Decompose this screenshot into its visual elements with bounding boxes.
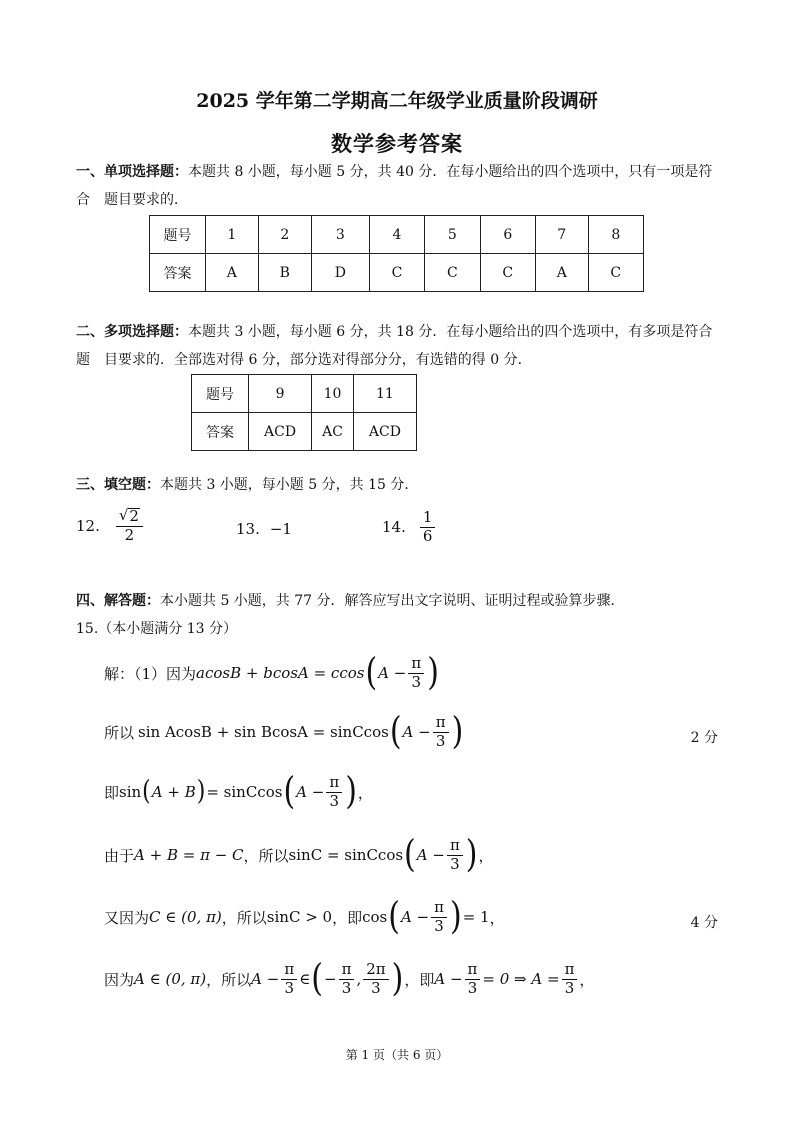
- table-cell: A: [535, 254, 588, 292]
- table-row: [192, 375, 417, 413]
- comma: ，: [478, 846, 494, 865]
- separator: ,: [356, 970, 362, 989]
- q14-numerator: 1: [420, 510, 436, 528]
- line5-mid1: ，所以: [221, 908, 267, 927]
- line3-a-plus-b: A + B: [151, 783, 196, 802]
- table-row: [150, 254, 644, 292]
- fraction-pi-over-3: $\frac{\pi}{3}$: [431, 900, 447, 935]
- solution-line-3: 即 sin ( A + B ) = sinCcos ( A − $\frac{\pi}{3}$ ) ，: [104, 769, 373, 814]
- table-cell: 8: [588, 216, 643, 254]
- table-cell: 7: [535, 216, 588, 254]
- line5-eq-one: = 1: [462, 908, 490, 927]
- table-header-answer: 答案: [192, 413, 249, 451]
- section3-text: 本题共 3 小题，每小题 5 分，共 15 分．: [160, 477, 419, 493]
- answer-q14: [382, 510, 437, 545]
- expr-a-minus: A −: [402, 723, 431, 742]
- table-cell: 3: [311, 216, 369, 254]
- table-header-answer: 答案: [150, 254, 206, 292]
- table-cell: D: [311, 254, 369, 292]
- line6-implies: = 0 ⇒ A =: [482, 970, 560, 989]
- line6-eq1: A ∈ (0, π): [134, 970, 207, 989]
- table-header-question: 题号: [192, 375, 249, 413]
- solution-line-4: 由于 A + B = π − C ，所以 sinC = sinCcos ( A − $\frac{\pi}{3}$ ) ，: [104, 832, 494, 877]
- table-row: [150, 216, 644, 254]
- section1-answer-table: [149, 215, 644, 292]
- fraction-pi-over-3: $\frac{\pi}{3}$: [562, 962, 578, 997]
- section2-label: 二、多项选择题：: [76, 324, 188, 340]
- table-cell: C: [369, 254, 424, 292]
- table-cell: C: [588, 254, 643, 292]
- fraction-pi-over-3: $\frac{\pi}{3}$: [339, 962, 355, 997]
- expr-a-minus: A −: [416, 846, 445, 865]
- line4-prefix: 由于: [104, 846, 135, 865]
- solution-line-5: 又因为 C ∈ (0, π) ，所以 sinC > 0 ，即 cos ( A − $\frac{\pi}{3}$ ) = 1 ，: [104, 894, 505, 939]
- q14-label: 14.: [382, 518, 406, 537]
- line3-right: = sinCcos: [206, 783, 283, 802]
- line4-eq2: sinC = sinCcos: [288, 846, 404, 865]
- section4-label: 四、解答题：: [76, 593, 160, 609]
- fraction-2pi-over-3: $\frac{2\pi}{3}$: [363, 962, 388, 997]
- line5-prefix: 又因为: [104, 908, 150, 927]
- table-header-question: 题号: [150, 216, 206, 254]
- fraction-pi-over-3: $\frac{\pi}{3}$: [465, 962, 481, 997]
- table-cell: AC: [312, 413, 354, 451]
- section4-text: 本小题共 5 小题，共 77 分．解答应写出文字说明、证明过程或验算步骤．: [160, 593, 625, 609]
- fraction-pi-over-3: $\frac{\pi}{3}$: [408, 656, 424, 691]
- table-cell: 6: [480, 216, 535, 254]
- expr-a-minus: A −: [251, 970, 280, 989]
- line4-mid: ，所以: [243, 846, 289, 865]
- fraction-pi-over-3: $\frac{\pi}{3}$: [433, 715, 449, 750]
- line6-prefix: 因为: [104, 970, 135, 989]
- table-cell: ACD: [249, 413, 312, 451]
- expr-a-minus: A −: [378, 664, 407, 683]
- solution-line-1: 解：（1）因为 acosB + bcosA = ccos ( A − $\frac{\pi}{3}$ ): [104, 650, 439, 695]
- expr-a-minus: A −: [296, 783, 325, 802]
- table-cell: B: [258, 254, 311, 292]
- section2-answer-table: [191, 374, 417, 451]
- line4-eq1: A + B = π − C: [134, 846, 244, 865]
- q15-title: 15.（本小题满分 13 分）: [76, 621, 237, 637]
- line3-prefix: 即: [104, 783, 120, 802]
- section4-intro: [76, 587, 625, 615]
- section2-text: 本题共 3 小题，每小题 6 分，共 18 分．在每小题给出的四个选项中，有多项是符合题: [76, 324, 713, 368]
- score-line-5: 4 分: [690, 915, 718, 931]
- q12-denominator: 2: [124, 525, 135, 544]
- line5-eq1: C ∈ (0, π): [149, 908, 222, 927]
- table-cell: C: [425, 254, 480, 292]
- table-cell: 2: [258, 216, 311, 254]
- fraction-pi-over-3: $\frac{\pi}{3}$: [281, 962, 297, 997]
- comma: ，: [357, 783, 373, 802]
- comma: ，: [579, 970, 595, 989]
- table-cell: 5: [425, 216, 480, 254]
- line3-sin: sin: [119, 783, 142, 802]
- table-cell: 10: [312, 375, 354, 413]
- section1-text: 本题共 8 小题，每小题 5 分，共 40 分．在每小题给出的四个选项中，只有一项是符合: [76, 164, 713, 208]
- section3-intro: [76, 471, 418, 499]
- q13-value: −1: [269, 520, 292, 538]
- table-row: [192, 413, 417, 451]
- solution-line-2: 所以 sin AcosB + sin BcosA = sinCcos ( A − $\frac{\pi}{3}$ ): [104, 709, 464, 754]
- table-cell: 11: [353, 375, 416, 413]
- line1-equation: acosB + bcosA = ccos: [196, 664, 365, 683]
- line6-mid2: ，即: [404, 970, 435, 989]
- line2-equation: sin AcosB + sin BcosA = sinCcos: [138, 723, 389, 742]
- table-cell: 1: [206, 216, 259, 254]
- table-cell: A: [206, 254, 259, 292]
- q12-fraction: √ 2 2: [116, 508, 143, 544]
- solution-line-6: 因为 A ∈ (0, π) ，所以 A − $\frac{\pi}{3}$ ∈ ( − $\frac{\pi}{3}$ , $\frac{2\pi}{3}$ ) ，即 A − $\frac{\pi}{3}$ = 0 ⇒ A = $\frac{\pi}{3}$ ，: [104, 956, 595, 1001]
- q14-denominator: 6: [422, 526, 433, 545]
- comma: ，: [489, 908, 505, 927]
- section3-label: 三、填空题：: [76, 477, 160, 493]
- document-subtitle: 数学参考答案: [331, 131, 463, 156]
- answer-q12: [76, 508, 145, 544]
- line1-prefix: 解：（1）因为: [104, 664, 197, 683]
- line2-prefix: 所以: [104, 723, 135, 742]
- score-line-2: 2 分: [690, 730, 718, 746]
- q14-fraction: [420, 510, 436, 545]
- document-title: 2025 学年第二学期高二年级学业质量阶段调研: [196, 90, 598, 112]
- section1-text-cont: 题目要求的．: [104, 192, 188, 208]
- expr-a-minus: A −: [434, 970, 463, 989]
- fraction-pi-over-3: $\frac{\pi}{3}$: [326, 775, 342, 810]
- fraction-pi-over-3: $\frac{\pi}{3}$: [447, 838, 463, 873]
- q12-label: 12.: [76, 516, 100, 535]
- q13-label: 13.: [236, 520, 260, 538]
- table-cell: 9: [249, 375, 312, 413]
- section1-label: 一、单项选择题：: [76, 164, 188, 180]
- element-of: ∈: [299, 970, 311, 989]
- section2-text-cont: 目要求的．全部选对得 6 分，部分选对得部分分，有选错的得 0 分．: [104, 352, 532, 368]
- minus-sign: −: [324, 970, 337, 989]
- table-cell: ACD: [353, 413, 416, 451]
- answer-q13: [236, 520, 292, 538]
- line5-cos: cos: [362, 908, 388, 927]
- q12-numerator: 2: [129, 507, 139, 525]
- expr-a-minus: A −: [400, 908, 430, 927]
- line5-mid2: ，即: [332, 908, 363, 927]
- table-cell: 4: [369, 216, 424, 254]
- line5-eq2: sinC > 0: [266, 908, 333, 927]
- table-cell: C: [480, 254, 535, 292]
- line6-mid1: ，所以: [206, 970, 252, 989]
- page-footer: 第 1 页（共 6 页）: [345, 1048, 449, 1062]
